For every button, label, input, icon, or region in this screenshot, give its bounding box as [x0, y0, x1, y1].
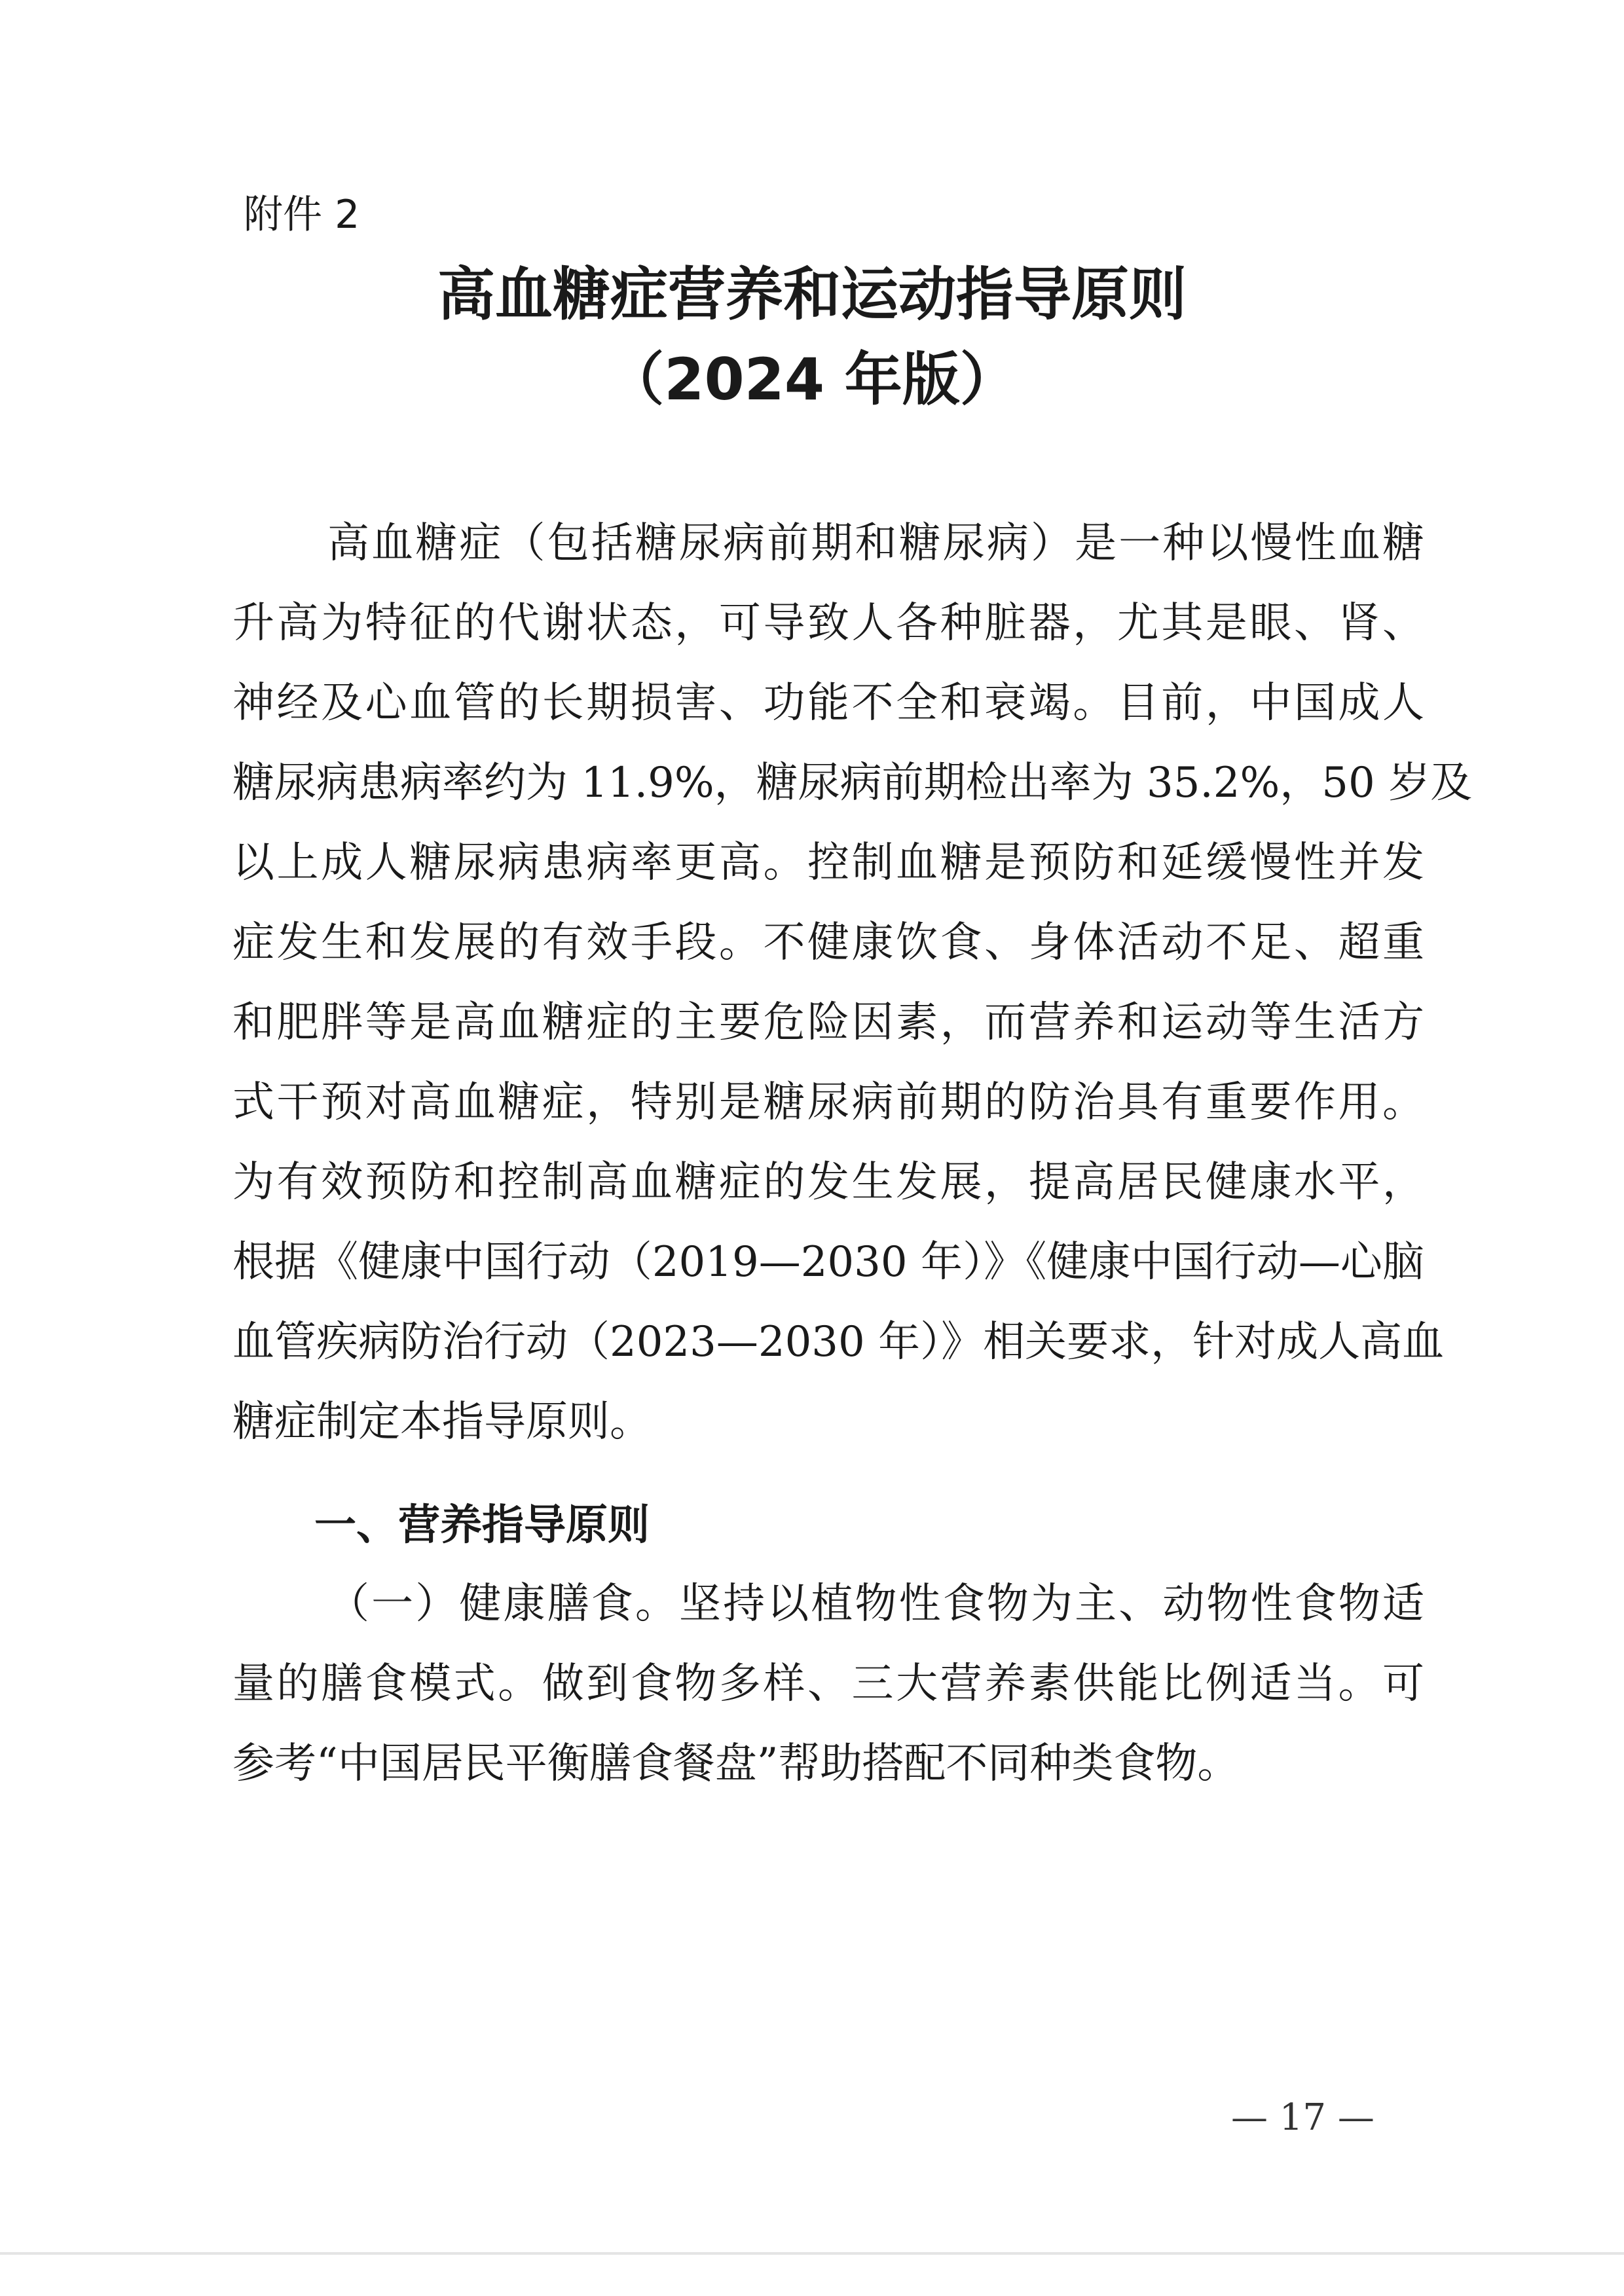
paragraph-line: 糖尿病患病率约为 11.9%，糖尿病前期检出率为 35.2%，50 岁及	[232, 759, 1473, 807]
paragraph-line: 以上成人糖尿病患病率更高。控制血糖是预防和延缓慢性并发	[232, 839, 1424, 887]
paragraph-line: 神经及心血管的长期损害、功能不全和衰竭。目前，中国成人	[232, 679, 1424, 727]
paragraph-line: 根据《健康中国行动（2019—2030 年）》《健康中国行动—心脑	[232, 1238, 1424, 1286]
paragraph-line: 和肥胖等是高血糖症的主要危险因素，而营养和运动等生活方	[232, 998, 1424, 1047]
scan-edge-divider	[0, 2252, 1624, 2255]
paragraph-line: 高血糖症（包括糖尿病前期和糖尿病）是一种以慢性血糖	[327, 519, 1424, 568]
document-title-line-2: （2024 年版）	[606, 346, 1018, 413]
paragraph-line: 量的膳食模式。做到食物多样、三大营养素供能比例适当。可	[232, 1660, 1424, 1708]
document-title-line-1: 高血糖症营养和运动指导原则	[437, 261, 1187, 328]
paragraph-line: 参考“中国居民平衡膳食餐盘”帮助搭配不同种类食物。	[232, 1740, 1240, 1788]
paragraph-line: 症发生和发展的有效手段。不健康饮食、身体活动不足、超重	[232, 919, 1424, 967]
paragraph-line: （一）健康膳食。坚持以植物性食物为主、动物性食物适	[327, 1580, 1424, 1628]
paragraph-line: 升高为特征的代谢状态，可导致人各种脏器，尤其是眼、肾、	[232, 599, 1424, 647]
paragraph-line: 糖症制定本指导原则。	[232, 1398, 652, 1446]
attachment-label: 附件 2	[244, 192, 360, 238]
paragraph-line: 式干预对高血糖症，特别是糖尿病前期的防治具有重要作用。	[232, 1078, 1424, 1127]
page-number: — 17 —	[1231, 2096, 1375, 2139]
paragraph-line: 为有效预防和控制高血糖症的发生发展，提高居民健康水平，	[232, 1158, 1424, 1207]
paragraph-line: 血管疾病防治行动（2023—2030 年）》相关要求，针对成人高血	[232, 1318, 1445, 1366]
section-heading: 一、营养指导原则	[314, 1501, 650, 1550]
